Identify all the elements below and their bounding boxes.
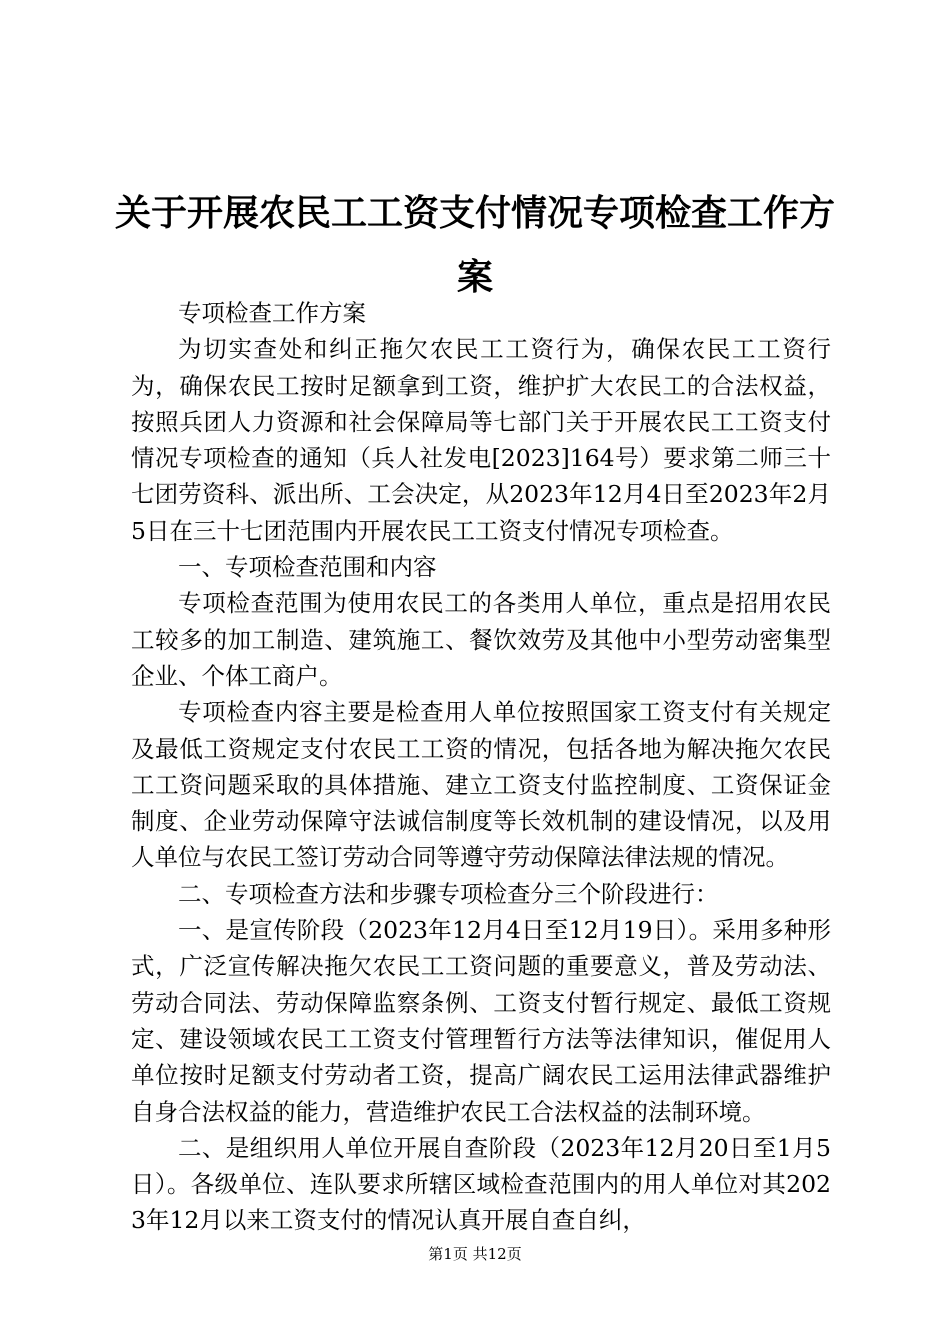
document-title: 关于开展农民工工资支付情况专项检查工作方案: [114, 193, 835, 298]
section-heading-1: 一、专项检查范围和内容: [178, 553, 437, 582]
paragraph-stage-2: 二、是组织用人单位开展自查阶段（2023年12月20日至1月5日）。各级单位、连队要求所辖区域检查范围内的用人单位对其2023年12月以来工资支付的情况认真开展自查自纠，: [131, 1133, 831, 1235]
paragraph-content: 专项检查内容主要是检查用人单位按照国家工资支付有关规定及最低工资规定支付农民工工资的情况，包括各地为解决拖欠农民工工资问题采取的具体措施、建立工资支付监控制度、工资保证金制度、企业劳动保障守法诚信制度等长效机制的建设情况，以及用人单位与农民工签订劳动合同等遵守劳动保障法律法规的情况。: [131, 698, 831, 872]
page-footer: 第1页 共12页: [428, 1245, 522, 1263]
paragraph-stage-1: 一、是宣传阶段（2023年12月4日至12月19日）。采用多种形式，广泛宣传解决拖欠农民工工资问题的重要意义，普及劳动法、劳动合同法、劳动保障监察条例、工资支付暂行规定、最低工资规定、建设领域农民工工资支付管理暂行方法等法律知识，催促用人单位按时足额支付劳动者工资，提高广阔农民工运用法律武器维护自身合法权益的能力，营造维护农民工合法权益的法制环境。: [131, 916, 831, 1126]
paragraph-intro: 为切实查处和纠正拖欠农民工工资行为，确保农民工工资行为，确保农民工按时足额拿到工资，维护扩大农民工的合法权益，按照兵团人力资源和社会保障局等七部门关于开展农民工工资支付情况专项检查的通知（兵人社发电[2023]164号）要求第二师三十七团劳资科、派出所、工会决定，从2023年12月4日至2023年2月5日在三十七团范围内开展农民工工资支付情况专项检查。: [131, 335, 831, 545]
paragraph-heading: 专项检查工作方案: [178, 299, 366, 327]
paragraph-scope: 专项检查范围为使用农民工的各类用人单位，重点是招用农民工较多的加工制造、建筑施工、餐饮效劳及其他中小型劳动密集型企业、个体工商户。: [131, 589, 831, 690]
section-heading-2: 二、专项检查方法和步骤专项检查分三个阶段进行：: [178, 879, 719, 908]
document-body: [131, 295, 831, 1239]
